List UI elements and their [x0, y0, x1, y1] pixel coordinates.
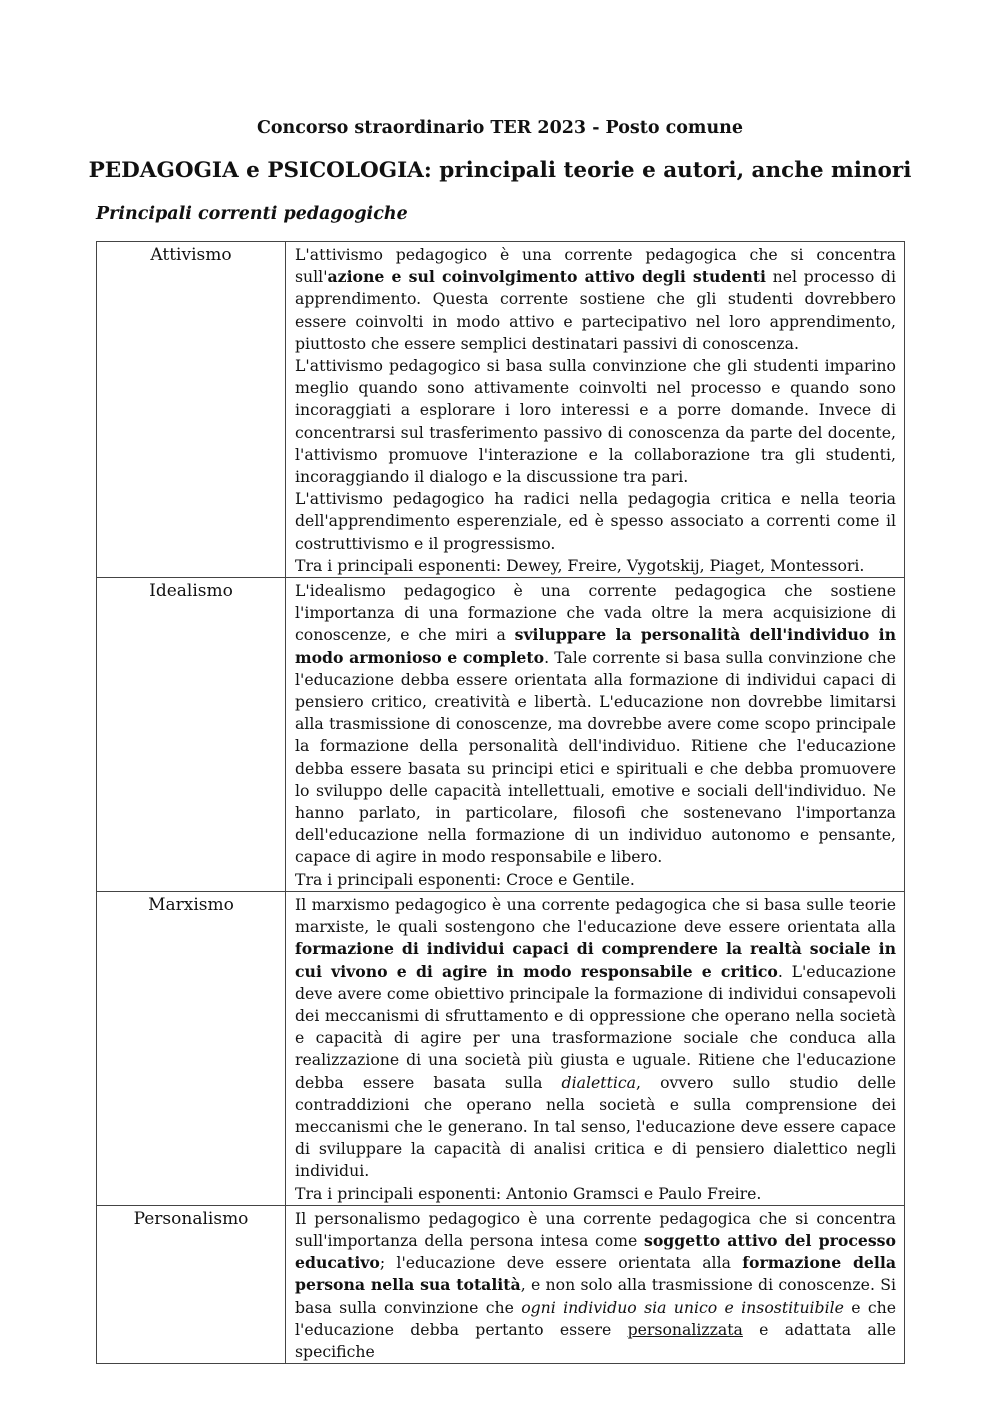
description-paragraph: [295, 488, 896, 555]
text-run: L'attivismo pedagogico ha radici nella pedagogia critica e nella teoria dell'apprendimento esperenziale, ed è spesso associato a correnti come il costruttivismo e il progressismo.: [295, 489, 896, 553]
text-run: Il personalismo pedagogico è una corrente pedagogica che si concentra sull'importanza della persona intesa come: [295, 1208, 896, 1250]
section-heading: Principali correnti pedagogiche: [96, 204, 408, 224]
table-row: [97, 891, 905, 1205]
description-paragraph: [295, 1208, 896, 1363]
description-cell: [286, 578, 905, 892]
description-cell: [286, 1205, 905, 1363]
text-run: nel processo di apprendimento. Questa corrente sostiene che gli studenti dovrebbero essere coinvolti in modo attivo e partecipativo nel loro apprendimento, piuttosto che essere semplici destinatari passivi di conoscenza.: [295, 267, 896, 353]
document-subtitle: PEDAGOGIA e PSICOLOGIA: principali teorie e autori, anche minori: [88, 158, 912, 183]
text-run: L'attivismo pedagogico si basa sulla convinzione che gli studenti imparino meglio quando sono attivamente coinvolti nel processo e quando sono incoraggiati a esplorare i loro interessi e a porre domande. Invece di concentrarsi sul trasferimento passivo di conoscenza da parte del docente, l'attivismo promuove l'interazione e la collaborazione tra gli studenti, incoraggiando il dialogo e la discussione tra pari.: [295, 356, 896, 487]
text-run: ; l'educazione deve essere orientata alla: [379, 1253, 743, 1273]
underlined-text: personalizzata: [627, 1319, 743, 1339]
description-paragraph: [295, 869, 896, 891]
term-cell: Marxismo: [97, 891, 286, 1205]
theories-table: [96, 241, 905, 1364]
term-cell: Idealismo: [97, 578, 286, 892]
text-run: e adattata alle specifiche: [295, 1319, 896, 1361]
bold-text: azione e sul coinvolgimento attivo degli studenti: [327, 267, 766, 287]
text-run: . Tale corrente si basa sulla convinzione che l'educazione debba essere orientata alla formazione di individui capaci di pensiero critico, creatività e libertà. L'educazione non dovrebbe limitarsi alla trasmissione di conoscenze, ma dovrebbe avere come scopo principale la formazione della personalità dell'individuo. Ritiene che l'educazione debba essere basata su principi etici e spirituali e che debba promuovere lo sviluppo delle capacità intellettuali, emotive e sociali dell'individuo. Ne hanno parlato, in particolare, filosofi che sostenevano l'importanza dell'educazione nella formazione di un individuo autonomo e pensante, capace di agire in modo responsabile e libero.: [295, 647, 896, 867]
description-paragraph: [295, 244, 896, 355]
text-run: . L'educazione deve avere come obiettivo principale la formazione di individui consapevoli dei meccanismi di sfruttamento e di oppressione che operano nella società e capacità di agire per una trasformazione sociale che conduca alla realizzazione di una società più giusta e uguale. Ritiene che l'educazione debba essere basata sulla: [295, 961, 896, 1092]
document-title: Concorso straordinario TER 2023 - Posto comune: [256, 118, 744, 138]
table-row: [97, 1205, 905, 1363]
bold-text: formazione di individui capaci di comprendere la realtà sociale in cui vivono e di agire in modo responsabile e critico: [295, 939, 896, 981]
description-paragraph: [295, 894, 896, 1183]
bold-text: formazione della persona nella sua totalità: [295, 1253, 896, 1295]
table-row: [97, 242, 905, 578]
text-run: Il marxismo pedagogico è una corrente pedagogica che si basa sulle teorie marxiste, le quali sostengono che l'educazione deve essere orientata alla: [295, 894, 896, 937]
italic-text: ogni individuo sia unico e insostituibile: [521, 1297, 844, 1317]
text-run: , ovvero sullo studio delle contraddizioni che operano nella società e sulla comprensione dei meccanismi che le generano. In tal senso, l'educazione deve essere capace di sviluppare la capacità di analisi critica e di pensiero dialettico negli individui.: [295, 1072, 896, 1181]
bold-text: sviluppare la personalità dell'individuo in modo armonioso e completo: [295, 625, 896, 667]
text-run: Tra i principali esponenti: Dewey, Freire, Vygotskij, Piaget, Montessori.: [295, 555, 865, 575]
description-cell: [286, 242, 905, 578]
description-paragraph: [295, 555, 896, 577]
text-run: Tra i principali esponenti: Croce e Gentile.: [295, 869, 635, 889]
text-run: , e non solo alla trasmissione di conoscenze. Si basa sulla convinzione che: [295, 1275, 896, 1317]
description-paragraph: [295, 580, 896, 869]
description-paragraph: [295, 355, 896, 488]
text-run: e che l'educazione debba pertanto essere: [295, 1297, 897, 1339]
description-cell: [286, 891, 905, 1205]
text-run: Tra i principali esponenti: Antonio Gramsci e Paulo Freire.: [295, 1183, 762, 1203]
text-run: L'idealismo pedagogico è una corrente pedagogica che sostiene l'importanza di una formazione che vada oltre la mera acquisizione di conoscenze, e che miri a: [295, 581, 896, 645]
term-cell: Attivismo: [97, 242, 286, 578]
bold-text: soggetto attivo del processo educativo: [295, 1230, 896, 1273]
text-run: L'attivismo pedagogico è una corrente pedagogica che si concentra sull': [295, 245, 896, 287]
table-row: [97, 578, 905, 892]
description-paragraph: [295, 1183, 896, 1205]
term-cell: Personalismo: [97, 1205, 286, 1363]
italic-text: dialettica: [561, 1072, 637, 1092]
